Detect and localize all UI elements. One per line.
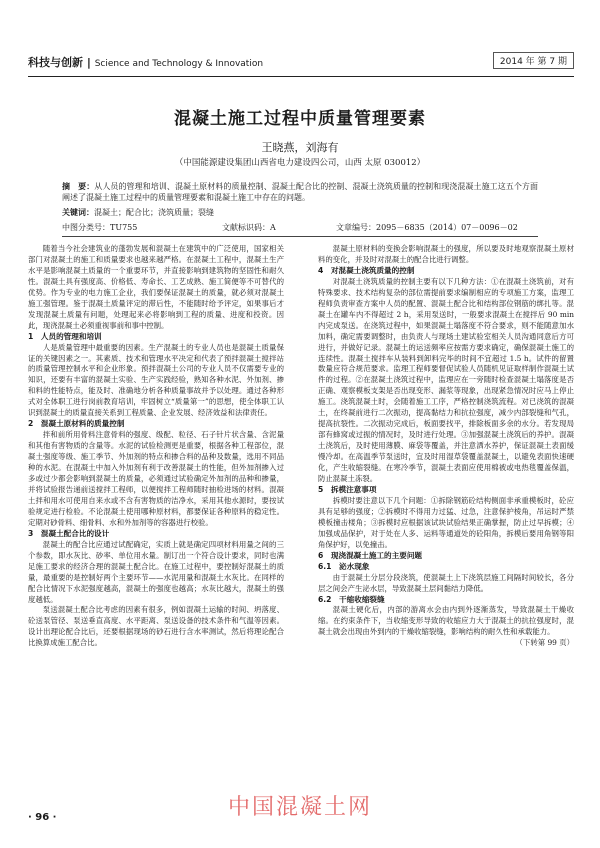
paper-title: 混凝土施工过程中质量管理要素 bbox=[174, 109, 426, 129]
continued-note: （下转第 99 页） bbox=[515, 638, 574, 648]
article-number bbox=[336, 222, 518, 233]
body-paragraph: 拌和前所用骨料注意骨料的强度、级配、粒径、石子针片状含量、含泥量和其他有害物质的含量等。水泥的试验检测更是重要，根据各种工程部位，混凝土强度等级、施工季节、外加剂的特点和掺合料的品种及数量，选用不同品种的水泥。在混凝土中加入外加剂有利于改善混凝土的性能，但外加剂掺入过多或过少都会影响到混凝土的质量，必须通过试验确定外加剂的品种和掺量，并将试验报告递前送搅拌工程师，以便搅拌工程师随时抽检进场的材料。混凝土拌和用水可使用自来水或不含有害物质的洁净水，采用其他水源时，要按试验规定进行检验。不论混凝土使用哪种原材料，都要保证各种原料的稳定性。定期对砂骨料、细骨料、水和外加剂等的容器进行校验。 bbox=[28, 430, 284, 527]
body-paragraph: 泵送混凝土配合比考虑的因素有很多，例如混凝土运输的时间、坍落度、砼送泵管径、泵送垂直高度、水平距离、泵送设备的技术条件和气温等因素。设计出理论配合比后，还要根据现场的砂石进行含水率测试，然后将理论配合比换算成施工配合比。 bbox=[28, 605, 284, 648]
section-heading: 3 混凝土配合比的设计 bbox=[28, 528, 110, 538]
doc-value: A bbox=[270, 223, 276, 232]
meta-rule bbox=[62, 236, 538, 237]
paper-authors: 王晓燕，刘海有 bbox=[261, 141, 339, 154]
body-column-left bbox=[28, 244, 284, 792]
body-paragraph: 人是质量管理中最重要的因素。生产混凝土的专业人员也是混凝土质量保证的关键因素之一。其素质、技术和管理水平决定和代表了预拌混凝土搅拌站的质量管理控制水平和企业形象。预拌混凝土公司的专业人员不仅需要专业的知识，还要有丰富的混凝土实验、生产实践经验，熟知各种水泥、外加剂、掺和料的性能特点，能及时、准确地分析各种质量事故并予以处理。通过各种形式对全体职工进行岗前教育培训，牢固树立“质量第一”的思想，使全体职工认识到混凝土的质量直接关系到工程质量、企业发展、经济效益和法律责任。 bbox=[28, 342, 284, 418]
abstract-label: 摘 要： bbox=[62, 182, 95, 191]
body-paragraph: 对混凝土浇筑质量的控制主要有以下几种方法：①在混凝土浇筑前，对有特殊要求、技术结构复杂的部位需提前要求编制相应的专项施工方案，监理工程师负责审查方案中人员的配置、混凝土配合比和结构部位钢筋的绑扎等。混凝土在罐车内不得超过 2 h，采用泵送时，一般要求混凝土在搅拌后 90 min 内完成泵送。在浇筑过程中，如果混凝土塌落度不符合要求，则不能随意加水加料，确定需要调整时，由负责人与现场土建试验室相关人员沟通同意后方可进行，并做好记录。混凝土的运送频率应按需方要求确定，确保混凝土施工的连续性。混凝土搅拌车从装料到卸料完毕的时间不宜超过 1.5 h。试件的留置数量应符合规范要求。监理工程师要督促试验人员随机见证取样制作混凝土试件的过程。②在混凝土浇筑过程中，监理应在一旁随时检查混凝土塌落度是否正确、观察模板支架是否出现变形、漏浆等现象，出现紧急情况时应马上停止施工。浇筑混凝土时，会随着施工工序，严格控制浇筑流程。对已浇筑的混凝土，在终凝前进行二次振动，提高黏结力和抗拉强度，减少内部裂缝和气孔，提高抗裂性。二次振动完成后，板面要找平，排除板面多余的水分。若发现局部有蜂窝或过振的情况时，及时进行处理。③加强混凝土浇筑后的养护。混凝土浇筑后，及时使用薄膜、麻袋等覆盖，并注意洒水养护，保证混凝土表面缓慢冷却。在高温季节泵送时，宜及时用湿草袋覆盖混凝土，以避免表面快速硬化，产生收缩裂缝。在寒冷季节，混凝土表面应使用棉被或电热毯覆盖保温，防止混凝土冻裂。 bbox=[318, 276, 574, 484]
journal-name-en: Science and Technology & Innovation bbox=[94, 59, 264, 69]
section-heading: 4 对混凝土浇筑质量的控制 bbox=[318, 265, 415, 275]
section-heading: 6.2 干缩收缩裂缝 bbox=[318, 594, 385, 604]
section-heading: 5 拆模注意事项 bbox=[318, 484, 377, 494]
body-paragraph: 混凝土硬化后，内部的游离水会由内到外逐渐蒸发，导致混凝土干燥收缩。在约束条件下，当收缩变形导致的收缩应力大于混凝土的抗拉强度时，混凝土就会出现由外到内的干燥收缩裂缝，影响结构的耐久性和承载能力。 bbox=[318, 605, 574, 637]
issue-box: 2014 年 第 7 期 bbox=[493, 52, 574, 69]
section-heading: 1 人员的管理和培训 bbox=[28, 331, 102, 341]
keywords bbox=[62, 207, 538, 218]
body-column-right bbox=[318, 244, 574, 792]
header-rule bbox=[28, 76, 574, 77]
doc-label: 文献标识码： bbox=[222, 223, 270, 232]
body-paragraph: 混凝土原材料的变换会影响混凝土的强度，所以要及时地观察混凝土原材料的变化，并及时对混凝土的配合比进行调整。 bbox=[318, 244, 574, 264]
body-paragraph: 随着当今社会建筑业的蓬勃发展和混凝土在建筑中的广泛使用，国家相关部门对混凝土的施工和质量要求也越来越严格。在混凝土工程中，混凝土生产水平是影响混凝土质量的一个重要环节，并直接影响到建筑物的坚固性和耐久性。混凝土具有强度高、价格低、寿命长、工艺成熟、施工简便等不可替代的优势。作为专业的电力施工企业，我们要保证混凝土的质量，就必须对混凝土施工强管理。鉴于混凝土质量评定的滞后性，不能随时给予评定，如果事后才发现混凝土质量有问题，处理起来必将影响到工程的质量、进度和投资。因此，现浇混凝土必须重视事前和事中控制。 bbox=[28, 244, 284, 330]
section-heading: 6 现浇混凝土施工的主要问题 bbox=[318, 550, 423, 560]
keywords-label: 关键词： bbox=[62, 208, 94, 217]
section-heading: 6.1 泌水现象 bbox=[318, 561, 370, 571]
article-label: 文章编号： bbox=[336, 223, 376, 232]
clc-value: TU755 bbox=[110, 223, 138, 232]
keywords-text: 混凝土；配合比；浇筑质量；裂缝 bbox=[94, 208, 214, 217]
body-paragraph: 混凝土的配合比应通过试配确定，实质上就是确定四项材料用量之间的三个参数，即水灰比、砂率、单位用水量。制订出一个符合设计要求，同时也满足施工要求的经济合理的混凝土配合比。在施工过程中，要控制好混凝土的质量，最重要的是控制好两个主要环节——水泥用量和混凝土水灰比。在同样的配合比情况下水泥强度越高，混凝土的强度也越高；水灰比越大，混凝土的强度越低。 bbox=[28, 539, 284, 604]
watermark: 中国混凝土网 bbox=[227, 795, 372, 820]
running-header bbox=[28, 52, 574, 74]
page-number: · 96 · bbox=[28, 812, 57, 823]
journal-name bbox=[28, 54, 263, 70]
body-paragraph: 由于混凝土分层分段浇筑，使混凝土上下浇筑层施工间隔时间较长，各分层之间会产生泌水层，导致混凝土层间黏结力降低。 bbox=[318, 572, 574, 593]
section-heading: 2 混凝土原材料的质量控制 bbox=[28, 419, 125, 429]
body-paragraph: 拆模时要注意以下几个问题：①拆除钢筋砼结构侧面非承重模板时，砼应具有足够的强度；②拆模时不得用力过猛、过急，注意保护棱角，吊运时严禁模板撞击楼角；③拆模时应根据该试块试验结果正确掌握，防止过早拆模；④加强成品保护，对于处在人多、运料等通道处的砼阳角，拆模后要用角钢等阳角保护好，以免撞击。 bbox=[318, 495, 574, 549]
journal-name-cn: 科技与创新 bbox=[28, 56, 83, 69]
clc-number bbox=[62, 222, 137, 233]
abstract-text: 从人员的管理和培训、混凝土原材料的质量控制、混凝土配合比的控制、混凝土浇筑质量的控制和现浇混凝土施工这五个方面阐述了混凝土施工过程中的质量管理要素和混凝土施工中存在的问题。 bbox=[62, 182, 538, 202]
journal-separator: | bbox=[86, 56, 95, 69]
document-code bbox=[222, 222, 276, 233]
abstract bbox=[62, 181, 538, 203]
paper-affiliation: （中国能源建设集团山西省电力建设四公司，山西 太原 030012） bbox=[174, 158, 426, 168]
clc-label: 中图分类号： bbox=[62, 223, 110, 232]
article-value: 2095－6835（2014）07－0096－02 bbox=[376, 223, 518, 232]
